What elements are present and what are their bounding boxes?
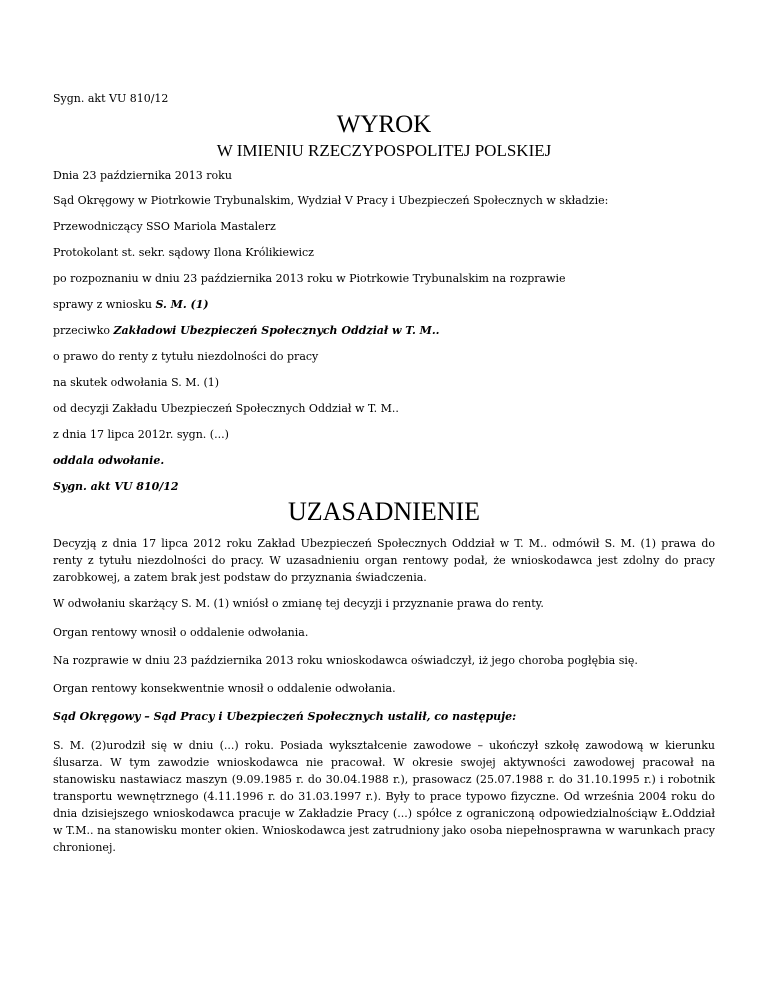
- hearing-line: po rozpoznaniu w dniu 23 października 2013 roku w Piotrkowie Trybunalskim na rozprawie: [53, 272, 566, 285]
- case-party: S. M. (1): [155, 298, 209, 311]
- case-line: [53, 298, 715, 312]
- subject-line: o prawo do renty z tytułu niezdolności do pracy: [53, 350, 319, 363]
- justification-paragraph-2: W odwołaniu skarżący S. M. (1) wniósł o zmianę tej decyzji i przyznanie prawa do renty.: [53, 597, 544, 610]
- court-line: Sąd Okręgowy w Piotrkowie Trybunalskim, Wydział V Pracy i Ubezpieczeń Społecznych w składzie:: [53, 194, 609, 207]
- decision-line: od decyzji Zakładu Ubezpieczeń Społecznych Oddział w T. M..: [53, 402, 399, 415]
- justification-paragraph-4: Na rozprawie w dniu 23 października 2013 roku wnioskodawca oświadczył, iż jego choroba pogłębia się.: [53, 654, 638, 667]
- justification-paragraph-1: Decyzją z dnia 17 lipca 2012 roku Zakład Ubezpieczeń Społecznych Oddział w T. M.. odmówił S. M. (1) prawa do renty z tytułu niezdolności do pracy. W uzasadnieniu organ rentowy podał, że wnioskodawca jest zdolny do pracy zarobkowej, a zatem brak jest podstaw do przyznania świadczenia.: [53, 537, 715, 584]
- chair-line: Przewodniczący SSO Mariola Mastalerz: [53, 220, 276, 233]
- appeal-line: na skutek odwołania S. M. (1): [53, 376, 220, 389]
- verdict-subtitle: W IMIENIU RZECZYPOSPOLITEJ POLSKIEJ: [216, 141, 552, 160]
- verdict-decision: oddala odwołanie.: [53, 454, 165, 467]
- justification-paragraph-3: Organ rentowy wnosił o oddalenie odwołania.: [53, 626, 309, 639]
- against-prefix: przeciwko: [53, 324, 114, 337]
- against-line: [53, 324, 715, 338]
- findings-heading: Sąd Okręgowy – Sąd Pracy i Ubezpieczeń Społecznych ustalił, co następuje:: [53, 710, 517, 723]
- decision-date-line: z dnia 17 lipca 2012r. sygn. (...): [53, 428, 229, 441]
- case-prefix: sprawy z wniosku: [53, 298, 156, 311]
- verdict-title: WYROK: [336, 111, 432, 138]
- justification-paragraph-5: Organ rentowy konsekwentnie wnosił o oddalenie odwołania.: [53, 682, 396, 695]
- justification-title: UZASADNIENIE: [287, 497, 481, 526]
- findings-paragraph-1: S. M. (2)urodził się w dniu (...) roku. Posiada wykształcenie zawodowe – ukończył szkołę zawodową w kierunku ślusarza. W tym zawodzie wnioskodawca nie pracował. W okresie swojej aktywności zawodowej pracował na stanowisku nastawiacz maszyn (9.09.1985 r. do 30.04.1988 r.), prasowacz (25.07.1988 r. do 31.10.1995 r.) i robotnik transportu wewnętrznego (4.11.1996 r. do 31.03.1997 r.). Były to prace typowo fizyczne. Od września 2004 roku do dnia dzisiejszego wnioskodawca pracuje w Zakładzie Pracy (...) spółce z ograniczoną odpowiedzialnościąw Ł.Oddział w T.M.. na stanowisku monter okien. Wnioskodawca jest zatrudniony jako osoba niepełnosprawna w warunkach pracy chronionej.: [53, 739, 715, 854]
- against-party: Zakładowi Ubezpieczeń Społecznych Oddział w T. M..: [113, 324, 440, 337]
- case-signature-2: Sygn. akt VU 810/12: [53, 480, 179, 493]
- case-signature: Sygn. akt VU 810/12: [53, 92, 169, 105]
- date-line: Dnia 23 października 2013 roku: [53, 169, 232, 182]
- clerk-line: Protokolant st. sekr. sądowy Ilona Królikiewicz: [53, 246, 314, 259]
